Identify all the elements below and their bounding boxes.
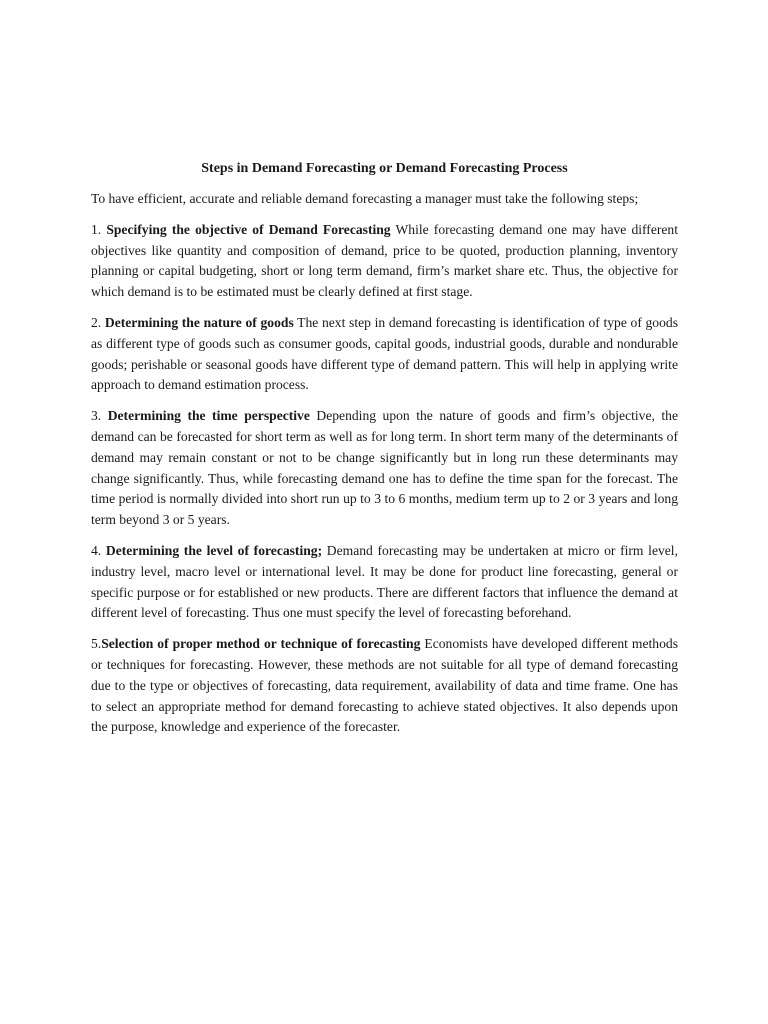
step-1-paragraph: [91, 220, 678, 303]
step-3-number: 3.: [91, 408, 108, 424]
step-3-paragraph: [91, 406, 678, 531]
step-2-heading: Determining the nature of goods: [104, 314, 294, 330]
step-2-paragraph: [91, 313, 678, 396]
step-1-heading: Specifying the objective of Demand Forecasting: [106, 221, 391, 237]
step-5-number: 5.: [91, 636, 102, 652]
step-3-heading: Determining the time perspective: [107, 408, 310, 424]
step-2-number: 2.: [91, 314, 105, 330]
step-1-body: While forecasting demand one may have different objectives like quantity and composition of demand, price to be quoted, production planning, inventory planning or capital budgeting, short or long term demand, firm’s market share etc. Thus, the objective for which demand is to be estimated must be clearly defined at first stage.: [91, 221, 679, 300]
document-title: Steps in Demand Forecasting or Demand Forecasting Process: [201, 161, 568, 176]
step-4-paragraph: [91, 541, 678, 624]
document-page: [91, 158, 678, 748]
step-4-body: Demand forecasting may be undertaken at micro or firm level, industry level, macro level or international level. It may be done for product line forecasting, general or specific purpose or for established or new products. There are different factors that influence the demand at different level of forecasting. Thus one must specify the level of forecasting beforehand.: [91, 542, 678, 621]
step-4-number: 4.: [91, 542, 106, 558]
step-5-heading: Selection of proper method or technique of forecasting: [101, 636, 421, 652]
step-3-body: Depending upon the nature of goods and firm’s objective, the demand can be forecasted for short term as well as for long term. In short term many of the determinants of demand may remain constant or not to be change significantly but in long run these determinants may change significantly. Thus, while forecasting demand one has to define the time span for the forecast. The time period is normally divided into short run up to 3 to 6 months, medium term up to 2 or 3 years and long term beyond 3 or 5 years.: [91, 408, 679, 528]
step-4-heading: Determining the level of forecasting;: [105, 542, 323, 558]
step-5-body: Economists have developed different methods or techniques for forecasting. However, these methods are not suitable for all type of demand forecasting due to the type or objectives of forecasting, data requirement, availability of data and time frame. One has to select an appropriate method for demand forecasting to achieve stated objectives. It also depends upon the purpose, knowledge and experience of the forecaster.: [91, 636, 678, 735]
intro-paragraph: To have efficient, accurate and reliable demand forecasting a manager must take the following steps;: [91, 191, 639, 206]
step-2-body: The next step in demand forecasting is identification of type of goods as different type of goods such as consumer goods, capital goods, industrial goods, durable and nondurable goods; perishable or seasonal goods have different type of demand pattern. This will help in applying write approach to demand estimation process.: [91, 314, 678, 393]
step-1-number: 1.: [91, 221, 107, 237]
step-5-paragraph: [91, 634, 678, 738]
